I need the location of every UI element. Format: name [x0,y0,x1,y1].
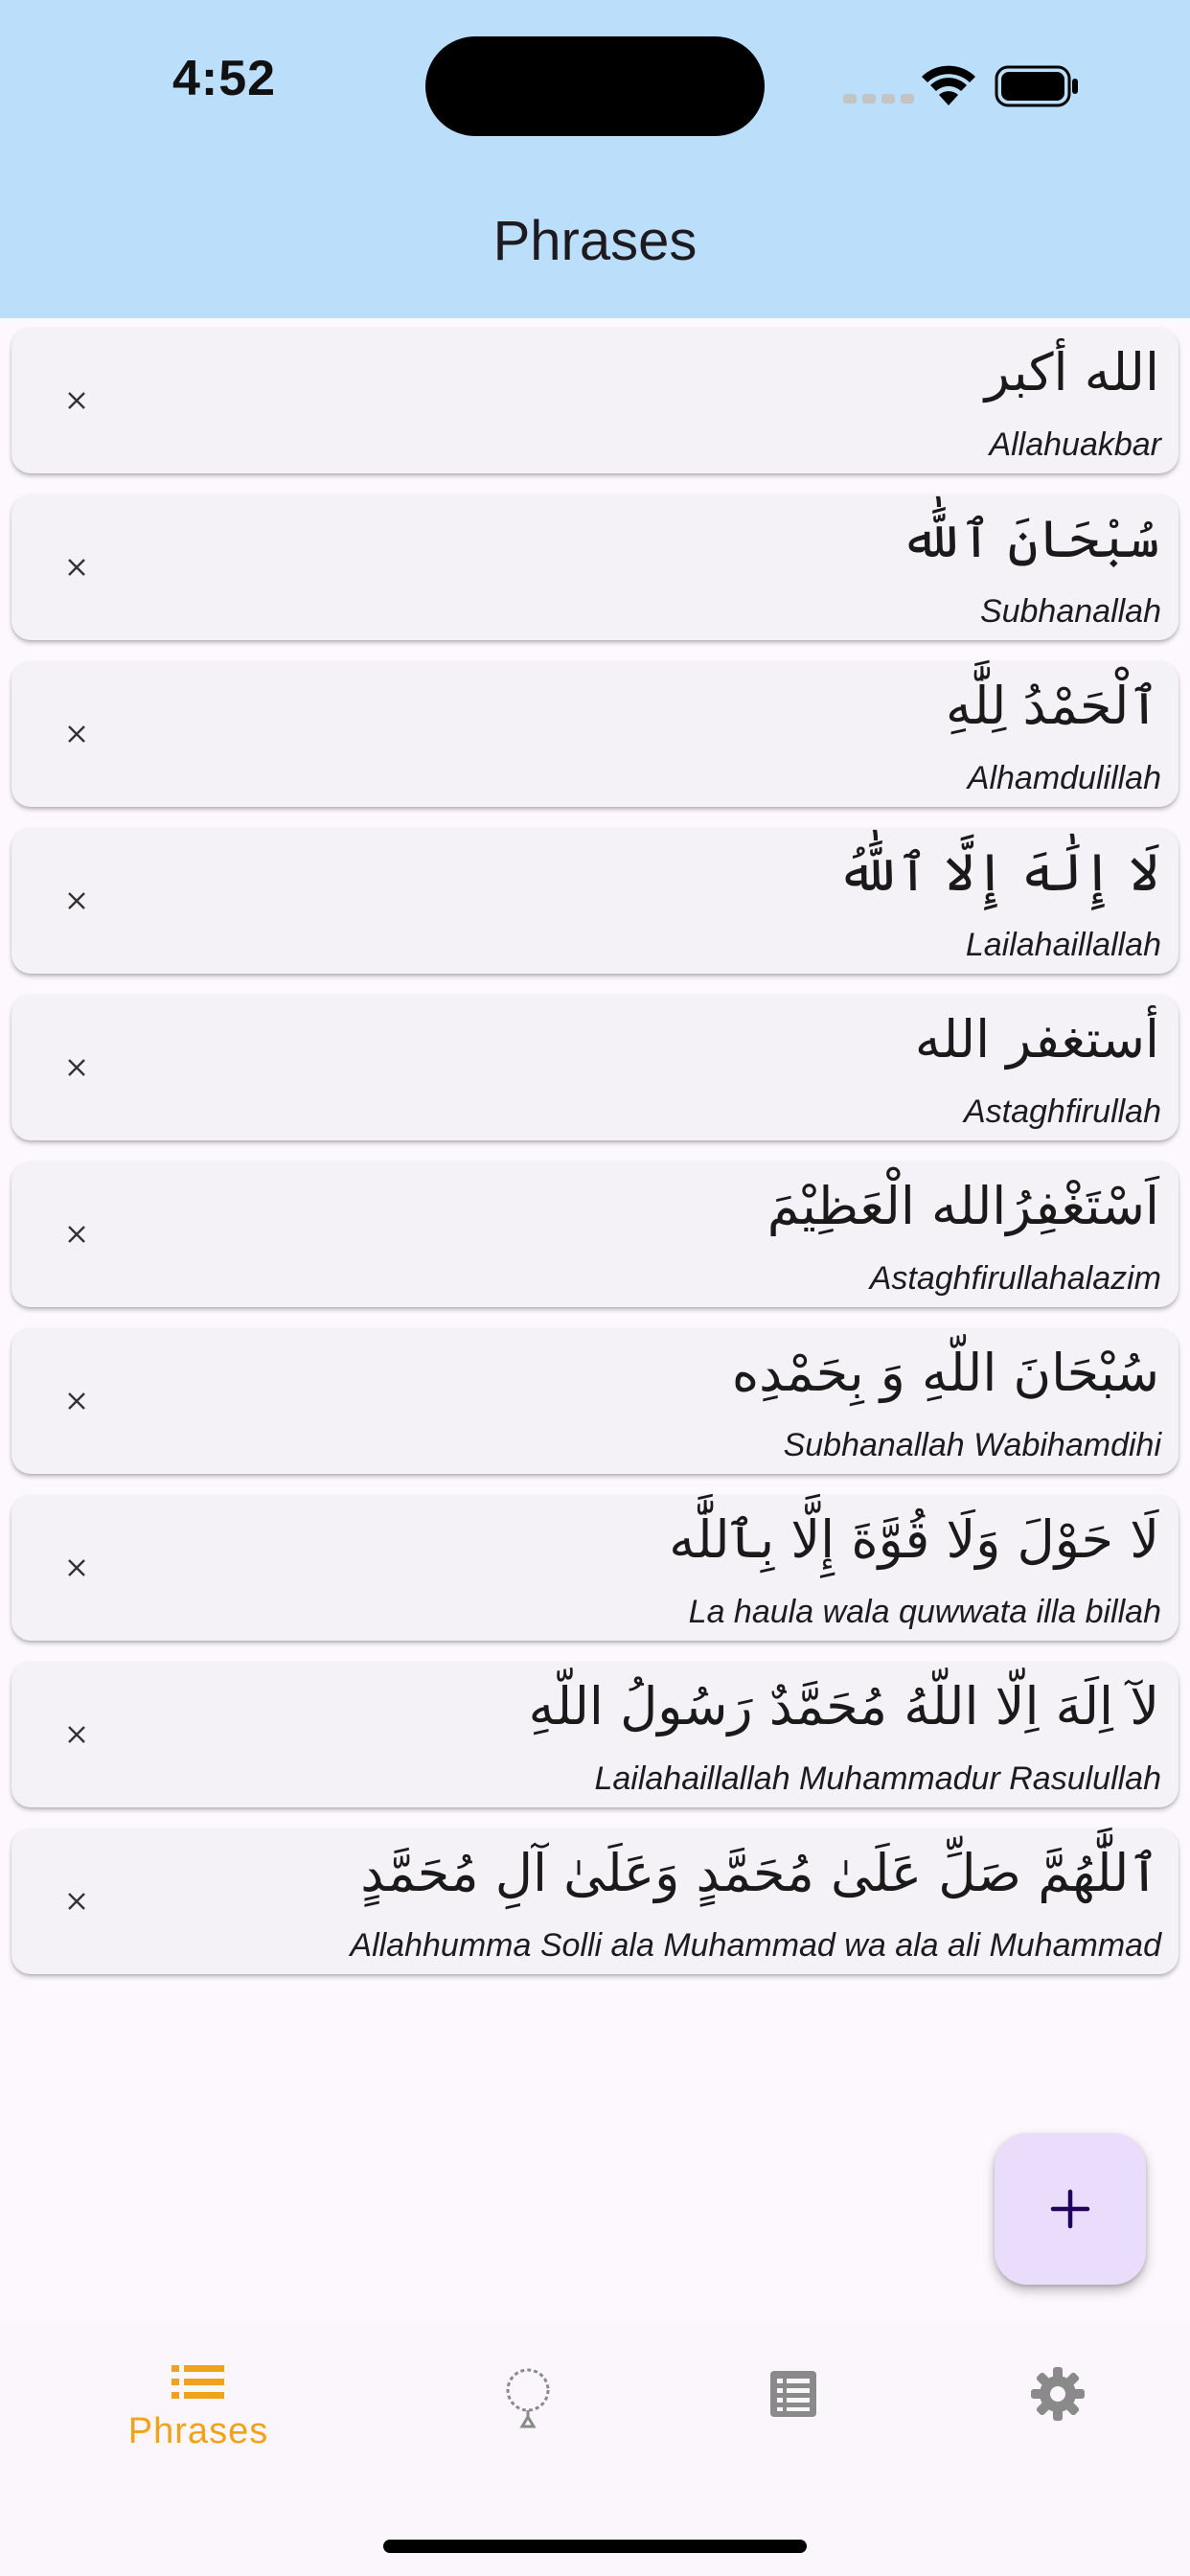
phrase-transliteration: Alhamdulillah [967,760,1161,796]
phrase-arabic: ٱلْحَمْدُ لِلَّٰهِ [946,676,1159,736]
delete-button[interactable] [52,542,102,592]
delete-button[interactable] [52,1209,102,1259]
phrase-arabic: الله أكبر [984,342,1159,402]
phrase-list [11,328,1179,1995]
nav-item-history[interactable] [661,2323,926,2515]
app-bar [0,0,1190,318]
document-list-icon [767,2367,820,2421]
close-icon [66,1891,87,1912]
phrase-transliteration: Subhanallah [979,593,1161,630]
delete-button[interactable] [52,1043,102,1092]
phrase-transliteration: Subhanallah Wabihamdihi [783,1427,1161,1463]
phrase-card[interactable] [11,995,1179,1140]
gear-icon [1029,2365,1087,2423]
page-title: Phrases [492,210,698,272]
dynamic-island [425,36,765,136]
list-icon [170,2361,227,2404]
bottom-navigation [0,2323,1190,2576]
phrase-transliteration: Lailahaillallah [965,927,1161,963]
wifi-icon [922,66,975,105]
phrase-arabic: أستغفر الله [914,1009,1159,1070]
phrase-arabic: سُبْحَانَ ٱللَّٰه [900,509,1159,569]
phrase-arabic: لآ اِلَهَ اِلّا اللّهُ مُحَمَّدٌ رَسُولُ اللّهِ [528,1676,1159,1736]
phrase-card[interactable] [11,1162,1179,1307]
nav-item-phrases[interactable] [66,2323,331,2515]
delete-button[interactable] [52,1543,102,1593]
battery-icon [996,67,1078,105]
delete-button[interactable] [52,876,102,926]
home-indicator [383,2540,807,2553]
nav-label-phrases: Phrases [127,2411,269,2451]
nav-item-tasbih[interactable] [396,2323,660,2515]
close-icon [66,724,87,745]
phrase-arabic: سُبْحَانَ اللّهِ وَ بِحَمْدِه [731,1343,1159,1403]
phrase-transliteration: Allahuakbar [989,426,1161,463]
delete-button[interactable] [52,1710,102,1760]
phrase-arabic: لَا حَوْلَ وَلَا قُوَّةَ إِلَّا بِٱللَّٰه [669,1509,1159,1570]
prayer-beads-icon [501,2365,555,2430]
status-icons [843,59,1083,113]
plus-icon [1047,2186,1093,2232]
phrase-arabic: ٱللَّٰهُمَّ صَلِّ عَلَىٰ مُحَمَّدٍ وَعَلَىٰ آلِ مُحَمَّدٍ [360,1843,1159,1903]
phrase-card[interactable] [11,1662,1179,1807]
delete-button[interactable] [52,1376,102,1426]
close-icon [66,1391,87,1412]
phrase-transliteration: Lailahaillallah Muhammadur Rasulullah [594,1760,1161,1797]
phrase-card[interactable] [11,1328,1179,1474]
nav-item-settings[interactable] [926,2323,1190,2515]
signal-icon [843,94,914,104]
delete-button[interactable] [52,709,102,759]
phrase-arabic: اَسْتَغْفِرُالله الْعَظِيْمَ [767,1176,1159,1236]
phrase-card[interactable] [11,494,1179,640]
delete-button[interactable] [52,1876,102,1926]
add-phrase-button[interactable] [995,2133,1146,2285]
phrase-arabic: لَا إِلَٰهَ إِلَّا ٱللَّٰهُ [836,842,1159,903]
phrase-transliteration: La haula wala quwwata illa billah [688,1594,1161,1630]
close-icon [66,1224,87,1245]
close-icon [66,390,87,411]
delete-button[interactable] [52,376,102,426]
phrase-card[interactable] [11,661,1179,807]
phrase-transliteration: Astaghfirullah [963,1093,1161,1130]
phrase-card[interactable] [11,328,1179,473]
close-icon [66,557,87,578]
phrase-transliteration: Astaghfirullahalazim [869,1260,1161,1297]
status-time: 4:52 [172,51,277,106]
phrase-transliteration: Allahhumma Solli ala Muhammad wa ala ali Muhammad [350,1927,1161,1964]
phrase-card[interactable] [11,1495,1179,1641]
close-icon [66,1057,87,1078]
close-icon [66,1724,87,1745]
close-icon [66,1557,87,1578]
phrase-card[interactable] [11,828,1179,974]
close-icon [66,890,87,911]
phrase-card[interactable] [11,1828,1179,1974]
